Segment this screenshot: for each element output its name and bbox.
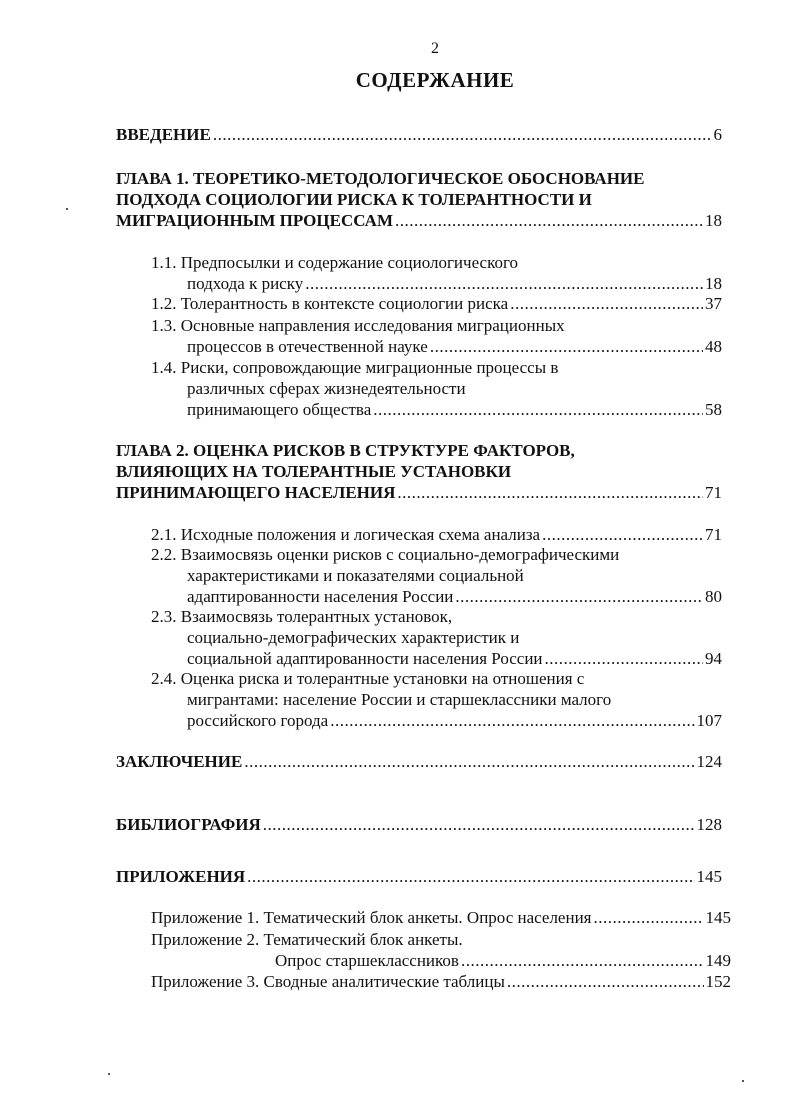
page-title: СОДЕРЖАНИЕ	[355, 68, 515, 92]
toc-intro-label: ВВЕДЕНИЕ	[116, 125, 211, 144]
section-2-2-page: 80	[705, 587, 722, 606]
dot-leader	[507, 971, 704, 992]
dot-leader	[305, 273, 703, 294]
section-2-1-page: 71	[705, 525, 722, 544]
dot-leader	[542, 524, 703, 545]
toc-section-1-2[interactable]	[151, 293, 722, 314]
chapter-1-title-line-1: ГЛАВА 1. ТЕОРЕТИКО-МЕТОДОЛОГИЧЕСКОЕ ОБОСНОВАНИЕ	[116, 169, 645, 188]
section-1-1-line-1: 1.1. Предпосылки и содержание социологического	[151, 253, 519, 272]
appendix-1-page: 145	[705, 908, 731, 927]
dot-leader	[213, 124, 712, 145]
toc-intro-page: 6	[713, 125, 722, 144]
chapter-2-page: 71	[705, 483, 722, 502]
toc-section-1-1[interactable]	[151, 252, 722, 294]
section-2-4-line-3: российского города	[187, 711, 329, 730]
section-2-2-line-2: характеристиками и показателями социальной	[187, 566, 524, 585]
section-2-2-line-1: 2.2. Взаимосвязь оценки рисков с социально-демографическими	[151, 545, 620, 564]
dot-leader	[461, 950, 704, 971]
section-1-3-page: 48	[705, 337, 722, 356]
toc-section-1-4[interactable]	[151, 357, 722, 420]
toc-chapter-2[interactable]	[116, 440, 722, 503]
toc-bibliography[interactable]	[116, 814, 722, 835]
section-2-4-line-2: мигрантами: население России и старшеклассники малого	[187, 690, 612, 709]
dot-leader	[330, 710, 694, 731]
toc-bibliography-label: БИБЛИОГРАФИЯ	[116, 815, 261, 834]
toc-chapter-1[interactable]	[116, 168, 722, 231]
section-2-3-line-2: социально-демографических характеристик и	[187, 628, 520, 647]
section-2-3-page: 94	[705, 649, 722, 668]
dot-leader	[594, 907, 704, 928]
section-2-4-page: 107	[696, 711, 722, 730]
section-2-3-line-1: 2.3. Взаимосвязь толерантных установок,	[151, 607, 453, 626]
chapter-1-title-line-3: МИГРАЦИОННЫМ ПРОЦЕССАМ	[116, 211, 393, 230]
section-1-4-line-3: принимающего общества	[187, 400, 372, 419]
chapter-2-title-line-2: ВЛИЯЮЩИХ НА ТОЛЕРАНТНЫЕ УСТАНОВКИ	[116, 462, 512, 481]
chapter-2-title-line-1: ГЛАВА 2. ОЦЕНКА РИСКОВ В СТРУКТУРЕ ФАКТОРОВ,	[116, 441, 575, 460]
section-1-4-line-2: различных сферах жизнедеятельности	[187, 379, 466, 398]
dot-leader	[244, 751, 694, 772]
dot-leader	[247, 866, 694, 887]
toc-section-2-4[interactable]	[151, 668, 722, 731]
toc-appendices-label: ПРИЛОЖЕНИЯ	[116, 867, 246, 886]
section-1-1-page: 18	[705, 274, 722, 293]
section-1-4-page: 58	[705, 400, 722, 419]
scan-speck	[742, 1080, 744, 1082]
section-1-3-line-1: 1.3. Основные направления исследования миграционных	[151, 316, 565, 335]
section-1-1-line-2: подхода к риску	[187, 274, 304, 293]
chapter-1-page: 18	[705, 211, 722, 230]
toc-appendix-3[interactable]	[151, 971, 731, 992]
dot-leader	[373, 399, 703, 420]
toc-appendices[interactable]	[116, 866, 722, 887]
toc-section-2-3[interactable]	[151, 606, 722, 669]
section-1-2-line-1: 1.2. Толерантность в контексте социологии риска	[151, 294, 509, 313]
chapter-2-title-line-3: ПРИНИМАЮЩЕГО НАСЕЛЕНИЯ	[116, 483, 396, 502]
appendix-2-page: 149	[705, 951, 731, 970]
section-2-2-line-3: адаптированности населения России	[187, 587, 454, 606]
appendix-3-page: 152	[705, 972, 731, 991]
toc-conclusion-label: ЗАКЛЮЧЕНИЕ	[116, 752, 243, 771]
scan-speck	[66, 208, 68, 210]
scan-speck	[108, 1073, 110, 1075]
section-2-4-line-1: 2.4. Оценка риска и толерантные установки на отношения с	[151, 669, 585, 688]
toc-section-1-3[interactable]	[151, 315, 722, 357]
toc-conclusion[interactable]	[116, 751, 722, 772]
section-1-3-line-2: процессов в отечественной науке	[187, 337, 428, 356]
dot-leader	[397, 482, 703, 503]
section-2-3-line-3: социальной адаптированности населения России	[187, 649, 543, 668]
appendix-2-line-1: Приложение 2. Тематический блок анкеты.	[151, 930, 463, 949]
toc-section-2-2[interactable]	[151, 544, 722, 607]
section-1-4-line-1: 1.4. Риски, сопровождающие миграционные процессы в	[151, 358, 559, 377]
dot-leader	[455, 586, 703, 607]
appendix-3-line-1: Приложение 3. Сводные аналитические таблицы	[151, 972, 505, 991]
toc-appendix-1[interactable]	[151, 907, 731, 928]
toc-intro[interactable]	[116, 124, 722, 145]
appendix-2-line-2: Опрос старшеклассников	[275, 951, 459, 970]
toc-conclusion-page: 124	[696, 752, 722, 771]
toc-appendices-page: 145	[696, 867, 722, 886]
dot-leader	[263, 814, 695, 835]
toc-section-2-1[interactable]	[151, 524, 722, 545]
page-number: 2	[431, 40, 439, 57]
chapter-1-title-line-2: ПОДХОДА СОЦИОЛОГИИ РИСКА К ТОЛЕРАНТНОСТИ И	[116, 190, 592, 209]
section-2-1-line-1: 2.1. Исходные положения и логическая схема анализа	[151, 525, 541, 544]
toc-appendix-2[interactable]	[151, 929, 731, 971]
dot-leader	[395, 210, 703, 231]
dot-leader	[545, 648, 703, 669]
dot-leader	[430, 336, 703, 357]
dot-leader	[510, 293, 703, 314]
appendix-1-line-1: Приложение 1. Тематический блок анкеты. Опрос населения	[151, 908, 592, 927]
section-1-2-page: 37	[705, 294, 722, 313]
toc-bibliography-page: 128	[696, 815, 722, 834]
